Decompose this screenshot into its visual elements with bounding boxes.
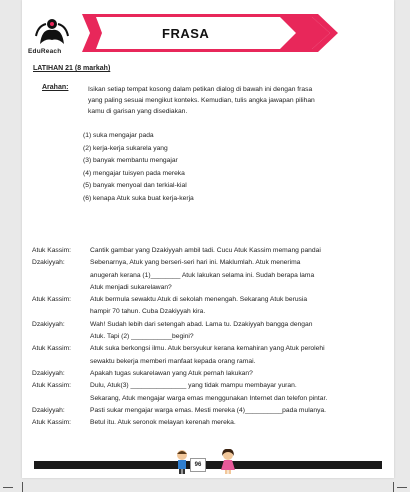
page-number: 96 xyxy=(190,458,206,472)
instruction-line: kamu di garisan yang disediakan. xyxy=(88,108,188,115)
dialog-speaker xyxy=(32,282,90,294)
dialog-row xyxy=(32,331,387,343)
dialog-row xyxy=(32,343,387,355)
dialog-line: Atuk suka berkongsi ilmu. Atuk bersyukur kerana kemahiran yang Atuk perolehi xyxy=(90,345,325,353)
dialog-row xyxy=(32,282,387,294)
dialog-speaker xyxy=(32,331,90,343)
dialog-line: Betul itu. Atuk seronok melayan kerenah mereka. xyxy=(90,419,236,427)
dialog-row xyxy=(32,356,387,368)
dialog-line: anugerah kerana (1)________ Atuk lakukan selama ini. Sudah berapa lama xyxy=(90,271,315,279)
crop-mark xyxy=(22,482,23,492)
option-item: (2) kerja-kerja sukarela yang xyxy=(83,144,168,152)
dialog-line: Atuk. Tapi (2) ___________begini? xyxy=(90,333,194,341)
dialog-row xyxy=(32,257,387,269)
instruction-text xyxy=(88,84,328,117)
dialog-speaker: Atuk Kassim: xyxy=(32,247,72,254)
dialog-speaker xyxy=(32,393,90,405)
dialog-speaker: Dzakiyyah: xyxy=(32,259,65,267)
dialog-line: Pasti sukar mengajar warga emas. Mesti mereka (4)__________pada mulanya. xyxy=(90,406,327,414)
option-item: (4) mengajar tuisyen pada mereka xyxy=(83,169,185,177)
dialog-line: Wah! Sudah lebih dari setengah abad. Lama tu. Dzakiyyah bangga dengan xyxy=(90,320,313,328)
dialog-row xyxy=(32,294,387,306)
dialog-line: Cantik gambar yang Dzakiyyah ambil tadi. Cucu Atuk Kassim memang pandai xyxy=(90,247,321,254)
dialog-line: Atuk bermula sewaktu Atuk di sekolah menengah. Sekarang Atuk berusia xyxy=(90,296,308,304)
option-item: (5) banyak menyoal dan terkial-kial xyxy=(83,182,187,189)
dialog-row xyxy=(32,306,387,318)
dialog-line: hampir 70 tahun. Cuba Dzakiyyah kira. xyxy=(90,308,206,316)
dialog-speaker xyxy=(32,356,90,368)
option-item: (3) banyak membantu mengajar xyxy=(83,157,178,164)
dialog-row xyxy=(32,417,387,429)
dialog-line: Dulu, Atuk(3) _______________ yang tidak mampu membayar yuran. xyxy=(90,382,297,390)
dialog-line: Sebenarnya, Atuk yang berseri-seri hari ini. Maklumlah. Atuk menerima xyxy=(90,259,301,267)
dialog-speaker xyxy=(32,306,90,318)
crop-mark xyxy=(397,487,407,488)
dialog-speaker: Dzakiyyah: xyxy=(32,369,65,377)
dialog-line: sewaktu bekerja memberi manfaat kepada orang ramai. xyxy=(90,357,256,365)
dialog-row xyxy=(32,319,387,331)
logo-text: EduReach xyxy=(28,48,62,55)
instruction-label: Arahan: xyxy=(42,84,69,91)
dialog-speaker: Dzakiyyah: xyxy=(32,406,65,414)
dialog-row xyxy=(32,393,387,405)
instruction-line: yang paling sesuai mengikut konteks. Kemudian, tulis angka jawapan pilihan xyxy=(88,97,315,104)
dialog-row xyxy=(32,368,387,380)
crop-mark xyxy=(393,482,394,492)
dialog-speaker: Dzakiyyah: xyxy=(32,320,65,328)
dialog-row xyxy=(32,245,387,257)
dialog-speaker: Atuk Kassim: xyxy=(32,419,72,427)
dialog-line: Apakah tugas sukarelawan yang Atuk pernah lakukan? xyxy=(90,369,253,377)
dialog-line: Atuk menjadi sukarelawan? xyxy=(90,283,172,291)
title-banner xyxy=(82,14,338,52)
dialog-speaker: Atuk Kassim: xyxy=(32,296,72,304)
dialog-speaker xyxy=(32,270,90,282)
dialog-row xyxy=(32,405,387,417)
option-item: (6) kenapa Atuk suka buat kerja-kerja xyxy=(83,194,194,202)
dialog-passage xyxy=(32,245,387,429)
crop-mark xyxy=(3,487,13,488)
exercise-title: LATIHAN 21 (8 markah) xyxy=(33,65,111,72)
option-item: (1) suka mengajar pada xyxy=(83,132,154,139)
dialog-speaker: Atuk Kassim: xyxy=(32,345,72,353)
dialog-row xyxy=(32,380,387,392)
instruction-line: Isikan setiap tempat kosong dalam petikan dialog di bawah ini dengan frasa xyxy=(88,86,313,93)
dialog-line: Sekarang, Atuk mengajar warga emas menggunakan Internet dan telefon pintar. xyxy=(90,394,328,402)
answer-options xyxy=(83,130,194,205)
page-title: FRASA xyxy=(162,26,210,41)
dialog-speaker: Atuk Kassim: xyxy=(32,382,72,390)
worksheet-page xyxy=(22,0,394,478)
dialog-row xyxy=(32,270,387,282)
